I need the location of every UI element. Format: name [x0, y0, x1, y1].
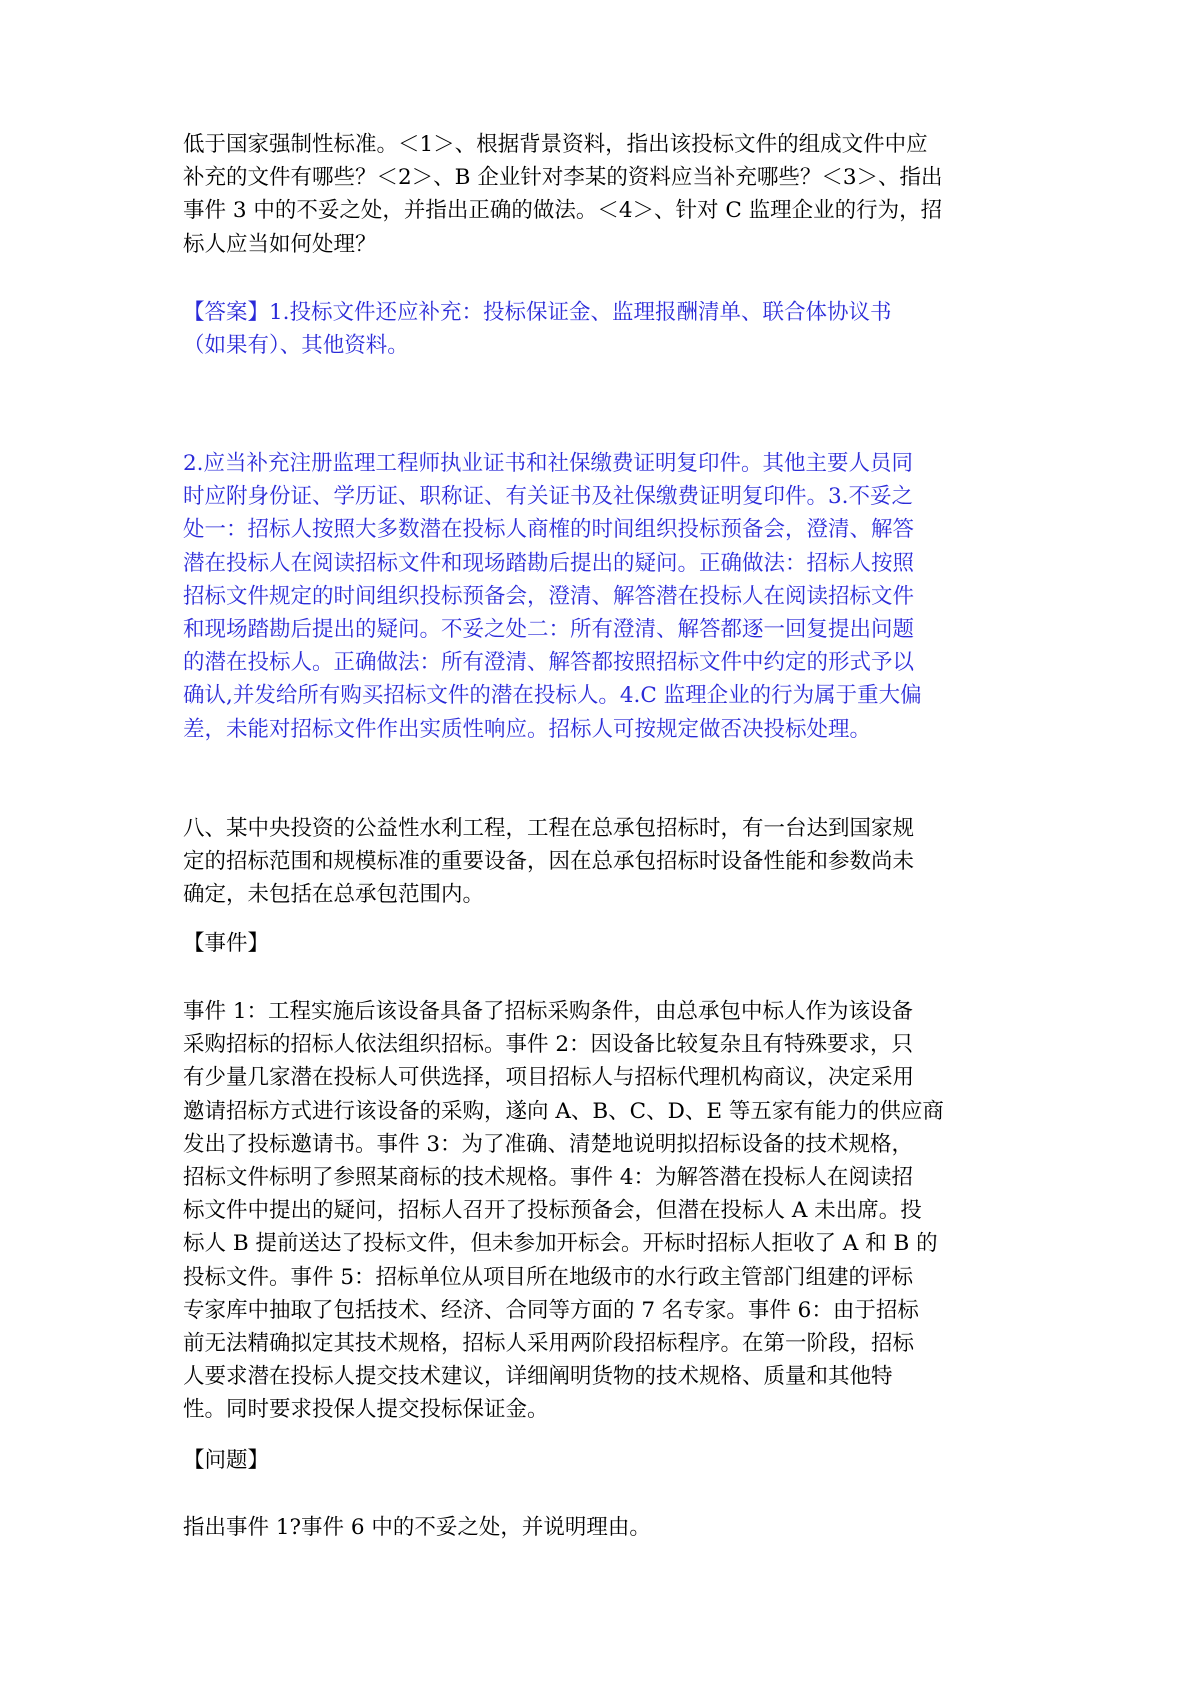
text-line: 招标文件规定的时间组织投标预备会，澄清、解答潜在投标人在阅读招标文件	[183, 583, 915, 609]
text-line: 采购招标的招标人依法组织招标。事件 2：因设备比较复杂且有特殊要求，只	[183, 1032, 914, 1058]
text-line: 和现场踏勘后提出的疑问。不妥之处二：所有澄清、解答都逐一回复提出问题	[183, 617, 915, 643]
text-line: 专家库中抽取了包括技术、经济、合同等方面的 7 名专家。事件 6：由于招标	[183, 1297, 919, 1323]
text-line: 标人应当如何处理？	[183, 231, 377, 257]
question-8-intro	[183, 812, 1013, 912]
text-line: 投标文件。事件 5：招标单位从项目所在地级市的水行政主管部门组建的评标	[183, 1264, 914, 1290]
question-text: 指出事件 1?事件 6 中的不妥之处，并说明理由。	[183, 1515, 651, 1540]
text-line: 补充的文件有哪些？＜2＞、B 企业针对李某的资料应当补充哪些？＜3＞、指出	[183, 165, 943, 191]
text-line: 【答案】1.投标文件还应补充：投标保证金、监理报酬清单、联合体协议书	[183, 300, 892, 325]
question-7-tail	[183, 128, 1013, 261]
text-line: 事件 1：工程实施后该设备具备了招标采购条件，由总承包中标人作为该设备	[183, 999, 914, 1024]
text-line: 标人 B 提前送达了投标文件，但未参加开标会。开标时招标人拒收了 A 和 B 的	[183, 1231, 938, 1257]
text-line: 性。同时要求投保人提交投标保证金。	[183, 1397, 549, 1423]
text-line: 处一：招标人按照大多数潜在投标人商榷的时间组织投标预备会，澄清、解答	[183, 517, 915, 543]
text-line: 有少量几家潜在投标人可供选择，项目招标人与招标代理机构商议，决定采用	[183, 1065, 915, 1091]
text-line: 八、某中央投资的公益性水利工程，工程在总承包招标时，有一台达到国家规	[183, 816, 915, 841]
text-line: 发出了投标邀请书。事件 3：为了准确、清楚地说明拟招标设备的技术规格，	[183, 1131, 914, 1157]
text-line: 2.应当补充注册监理工程师执业证书和社保缴费证明复印件。其他主要人员同	[183, 451, 914, 476]
text-line: 标文件中提出的疑问，招标人召开了投标预备会，但潜在投标人 A 未出席。投	[183, 1198, 922, 1224]
text-line: 前无法精确拟定其技术规格，招标人采用两阶段招标程序。在第一阶段，招标	[183, 1331, 915, 1357]
text-line: 潜在投标人在阅读招标文件和现场踏勘后提出的疑问。正确做法：招标人按照	[183, 550, 915, 576]
answer-part-2	[183, 447, 1013, 746]
text-line: 时应附身份证、学历证、职称证、有关证书及社保缴费证明复印件。3.不妥之	[183, 484, 914, 510]
text-line: 差，未能对招标文件作出实质性响应。招标人可按规定做否决投标处理。	[183, 716, 872, 742]
text-line: 邀请招标方式进行该设备的采购，遂向 A、B、C、D、E 等五家有能力的供应商	[183, 1098, 944, 1124]
answer-part-1	[183, 296, 1013, 362]
text-line: （如果有）、其他资料。	[183, 333, 409, 359]
text-line: 招标文件标明了参照某商标的技术规格。事件 4：为解答潜在投标人在阅读招	[183, 1165, 914, 1191]
text-line: 低于国家强制性标准。＜1＞、根据背景资料，指出该投标文件的组成文件中应	[183, 132, 928, 157]
question-heading: 【问题】	[183, 1448, 270, 1473]
text-line: 确认,并发给所有购买招标文件的潜在投标人。4.C 监理企业的行为属于重大偏	[183, 683, 922, 709]
text-line: 定的招标范围和规模标准的重要设备，因在总承包招标时设备性能和参数尚未	[183, 849, 915, 875]
text-line: 确定，未包括在总承包范围内。	[183, 882, 485, 908]
events-body	[183, 995, 1013, 1427]
text-line: 事件 3 中的不妥之处，并指出正确的做法。＜4＞、针对 C 监理企业的行为，招	[183, 198, 943, 224]
text-line: 人要求潜在投标人提交技术建议，详细阐明货物的技术规格、质量和其他特	[183, 1364, 893, 1390]
document-page	[183, 0, 1013, 1684]
text-line: 的潜在投标人。正确做法：所有澄清、解答都按照招标文件中约定的形式予以	[183, 650, 915, 676]
events-heading: 【事件】	[183, 931, 270, 956]
